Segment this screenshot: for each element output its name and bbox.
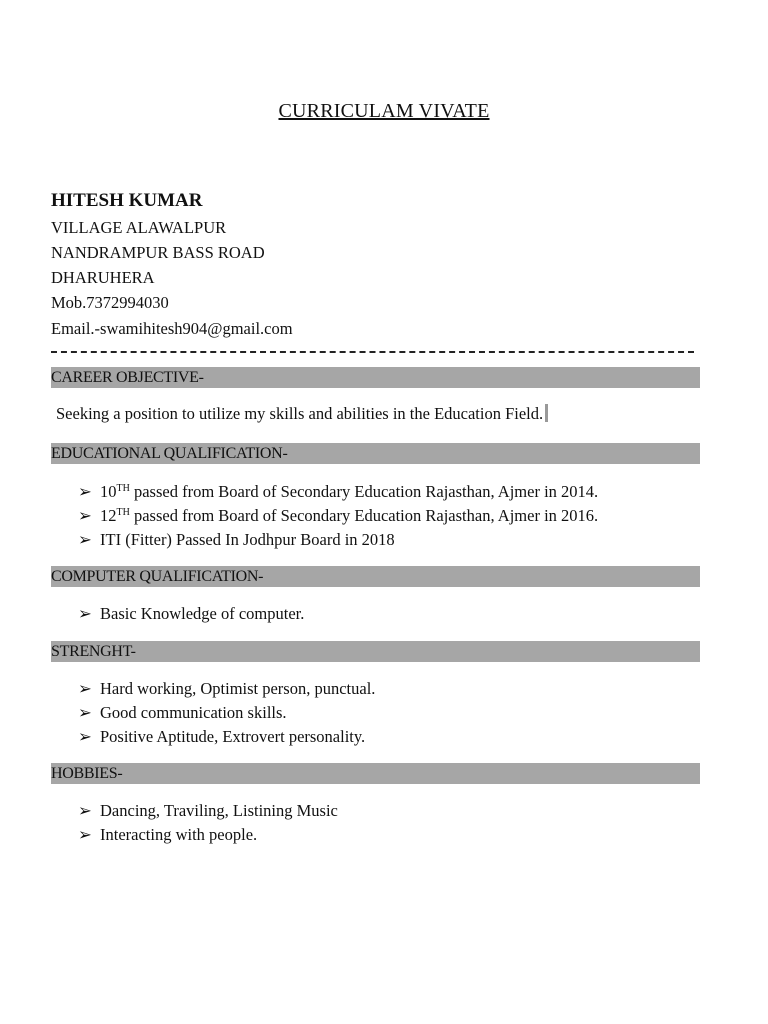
- hobby-item: [78, 801, 338, 821]
- strength-item-text: Good communication skills.: [100, 703, 287, 722]
- candidate-name: HITESH KUMAR: [51, 190, 203, 211]
- education-item: [78, 530, 395, 550]
- bullet-arrow-icon: ➢: [78, 679, 92, 698]
- bullet-arrow-icon: ➢: [78, 801, 92, 820]
- bullet-arrow-icon: ➢: [78, 604, 92, 623]
- education-item: [78, 506, 598, 526]
- bullet-arrow-icon: ➢: [78, 727, 92, 746]
- dashed-divider: [51, 351, 694, 353]
- hobby-item-text: Dancing, Traviling, Listining Music: [100, 801, 338, 820]
- mobile-number: Mob.7372994030: [51, 293, 169, 312]
- education-level: 12: [100, 506, 117, 525]
- strength-item: [78, 727, 365, 747]
- bullet-arrow-icon: ➢: [78, 825, 92, 844]
- hobby-item: [78, 825, 257, 845]
- strength-item-text: Positive Aptitude, Extrovert personality.: [100, 727, 366, 746]
- address-line-3: DHARUHERA: [51, 268, 155, 287]
- computer-item: [78, 604, 304, 624]
- career-objective-sentence: Seeking a position to utilize my skills and abilities in the Education Field.: [56, 404, 544, 423]
- bullet-arrow-icon: ➢: [78, 530, 92, 549]
- text-cursor: [545, 404, 548, 422]
- bullet-arrow-icon: ➢: [78, 482, 92, 501]
- bullet-arrow-icon: ➢: [78, 506, 92, 525]
- section-heading-career: CAREER OBJECTIVE-: [51, 367, 700, 388]
- hobby-item-text: Interacting with people.: [100, 825, 258, 844]
- section-heading-strength: STRENGHT-: [51, 641, 700, 662]
- education-level: 10: [100, 482, 117, 501]
- strength-item-text: Hard working, Optimist person, punctual.: [100, 679, 376, 698]
- address-line-1: VILLAGE ALAWALPUR: [51, 218, 227, 237]
- section-heading-computer: COMPUTER QUALIFICATION-: [51, 566, 700, 587]
- document-title: CURRICULAM VIVATE: [278, 100, 490, 122]
- education-detail: passed from Board of Secondary Education Rajasthan, Ajmer in 2016.: [133, 506, 599, 525]
- section-heading-education: EDUCATIONAL QUALIFICATION-: [51, 443, 700, 464]
- education-item: [78, 482, 598, 502]
- education-detail: ITI (Fitter) Passed In Jodhpur Board in 2018: [100, 530, 395, 549]
- section-heading-hobbies: HOBBIES-: [51, 763, 700, 784]
- ordinal-suffix: TH: [116, 483, 130, 494]
- strength-item: [78, 703, 287, 723]
- address-line-2: NANDRAMPUR BASS ROAD: [51, 243, 265, 262]
- ordinal-suffix: TH: [116, 507, 130, 518]
- email-address: Email.-swamihitesh904@gmail.com: [51, 319, 293, 338]
- computer-item-text: Basic Knowledge of computer.: [100, 604, 305, 623]
- education-detail: passed from Board of Secondary Education Rajasthan, Ajmer in 2014.: [133, 482, 599, 501]
- strength-item: [78, 679, 375, 699]
- career-objective-text: [56, 404, 548, 424]
- bullet-arrow-icon: ➢: [78, 703, 92, 722]
